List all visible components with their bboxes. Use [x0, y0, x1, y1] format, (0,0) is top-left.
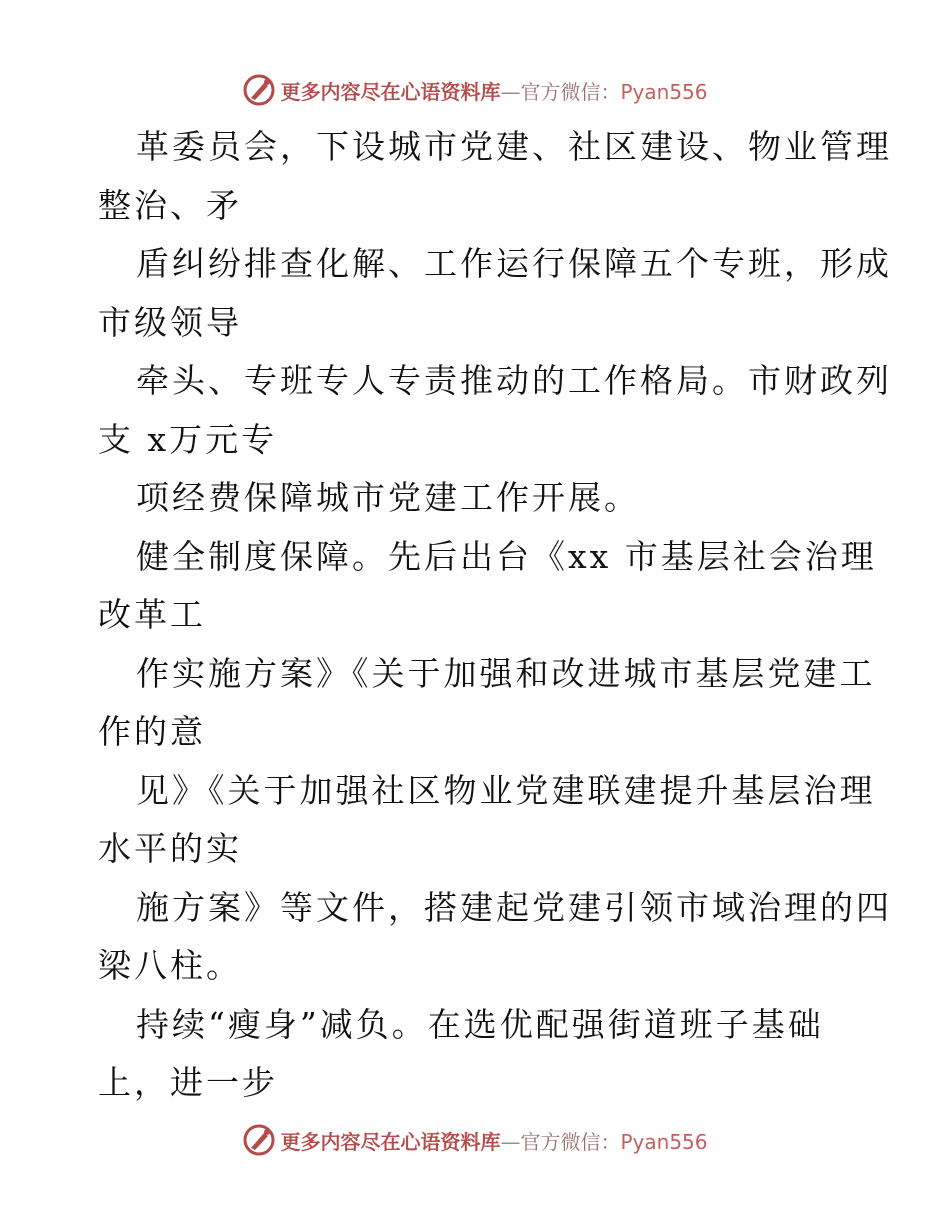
pen-circle-logo-icon — [242, 1123, 276, 1157]
banner-separator: — — [500, 1129, 521, 1154]
body-line: 盾纠纷排查化解、工作运行保障五个专班，形成 — [136, 244, 892, 283]
body-line: 革委员会，下设城市党建、社区建设、物业管理 — [136, 127, 892, 166]
body-line: 改革工 — [98, 595, 206, 634]
banner-label: 官方微信： — [520, 79, 621, 104]
body-line: 支 x万元专 — [98, 419, 278, 459]
banner-label: 官方微信： — [520, 1129, 621, 1154]
banner-main-text: 更多内容尽在心语资料库 — [280, 1129, 501, 1154]
footer-banner — [0, 1120, 950, 1160]
body-line: 作的意 — [98, 712, 206, 751]
header-banner — [0, 70, 950, 110]
banner-separator: — — [500, 79, 521, 104]
body-line: 见》《关于加强社区物业党建联建提升基层治理 — [136, 770, 876, 810]
body-line: 整治、矛 — [98, 185, 242, 225]
banner-main-text: 更多内容尽在心语资料库 — [280, 79, 501, 104]
body-line: 施方案》等文件，搭建起党建引领市域治理的四 — [136, 887, 892, 927]
banner-wechat-id: Pyan556 — [620, 79, 708, 104]
body-line: 梁八柱。 — [98, 946, 242, 985]
body-line: 作实施方案》《关于加强和改进城市基层党建工 — [136, 653, 876, 693]
body-line: 市级领导 — [98, 302, 242, 342]
body-line: 持续“瘦身”减负。在选优配强街道班子基础 — [136, 1004, 824, 1044]
body-line: 牵头、专班专人专责推动的工作格局。市财政列 — [136, 361, 892, 400]
pen-circle-logo-icon — [242, 73, 276, 107]
banner-wechat-id: Pyan556 — [620, 1129, 708, 1154]
body-line: 健全制度保障。先后出台《xx 市基层社会治理 — [136, 536, 877, 576]
body-line: 上，进一步 — [98, 1063, 278, 1102]
body-line: 水平的实 — [98, 829, 242, 868]
body-line: 项经费保障城市党建工作开展。 — [136, 478, 640, 517]
document-body — [98, 118, 892, 1113]
